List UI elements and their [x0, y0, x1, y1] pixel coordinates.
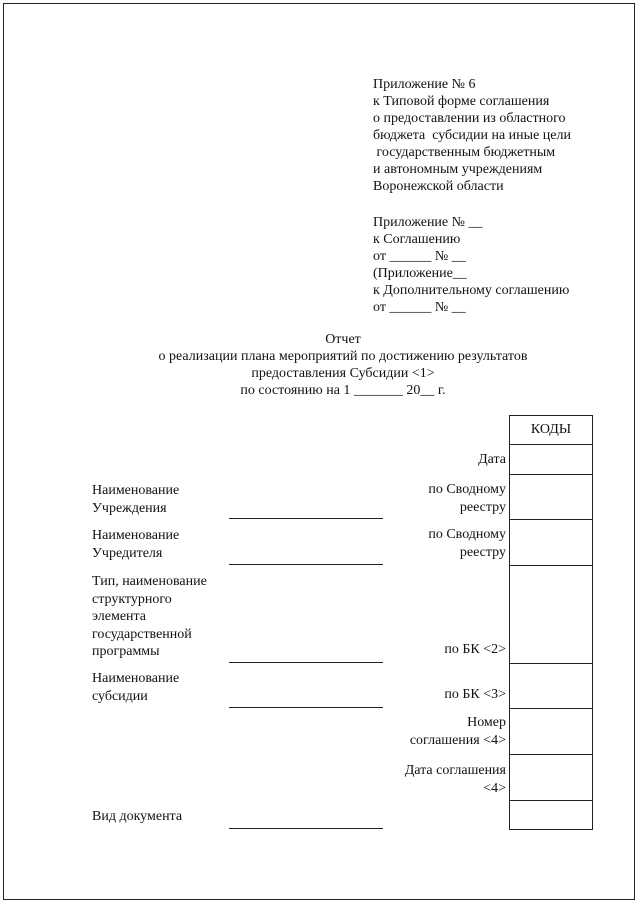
- code-cell-registry[interactable]: [510, 520, 593, 566]
- codes-header: КОДЫ: [510, 416, 593, 445]
- subsidy-label: Наименование субсидии: [92, 671, 180, 704]
- bk2-label: по БК <2>: [444, 642, 506, 657]
- registry-label: по Сводному реестру: [428, 482, 506, 515]
- bk3-label: по БК <3>: [444, 687, 506, 702]
- title-line: Отчет: [325, 332, 361, 347]
- appendix-line: государственным бюджетным: [373, 145, 556, 160]
- founder-label: Наименование Учредителя: [92, 528, 180, 561]
- agreement-line: к Соглашению: [373, 232, 461, 247]
- appendix-line: Приложение № 6: [373, 77, 476, 92]
- agreement-line: Приложение № __: [373, 215, 483, 230]
- code-cell-date[interactable]: [510, 445, 593, 475]
- agreement-date-label: Дата соглашения <4>: [404, 763, 506, 796]
- doc-type-label: Вид документа: [92, 809, 183, 824]
- registry-label: по Сводному реестру: [428, 527, 506, 560]
- code-cell-registry[interactable]: [510, 475, 593, 520]
- program-field-line[interactable]: [229, 662, 383, 663]
- code-cell-agreement-date[interactable]: [510, 755, 593, 801]
- title-line: о реализации плана мероприятий по достижению результатов: [158, 349, 528, 364]
- program-label: Тип, наименование структурного элемента государственной программы: [92, 574, 207, 659]
- agreement-line: (Приложение__: [373, 266, 467, 281]
- doc-type-field-line[interactable]: [229, 828, 383, 829]
- appendix-line: к Типовой форме соглашения: [373, 94, 550, 109]
- title-line: по состоянию на 1 _______ 20__ г.: [240, 383, 446, 398]
- subsidy-field-line[interactable]: [229, 707, 383, 708]
- institution-field-line[interactable]: [229, 518, 383, 519]
- agreement-line: от ______ № __: [373, 300, 466, 315]
- code-cell-doc-type[interactable]: [510, 801, 593, 830]
- appendix-line: бюджета субсидии на иные цели: [373, 128, 571, 143]
- institution-label: Наименование Учреждения: [92, 483, 180, 516]
- agreement-line: к Дополнительному соглашению: [373, 283, 570, 298]
- codes-table: [509, 415, 593, 830]
- appendix-line: о предоставлении из областного: [373, 111, 566, 126]
- agreement-line: от ______ № __: [373, 249, 466, 264]
- date-label: Дата: [478, 452, 506, 467]
- code-cell-bk3[interactable]: [510, 664, 593, 709]
- title-line: предоставления Субсидии <1>: [251, 366, 435, 381]
- appendix-line: Воронежской области: [373, 179, 504, 194]
- appendix-line: и автономным учреждениям: [373, 162, 543, 177]
- agreement-number-label: Номер соглашения <4>: [409, 715, 506, 748]
- founder-field-line[interactable]: [229, 564, 383, 565]
- code-cell-bk2[interactable]: [510, 566, 593, 664]
- code-cell-agreement-number[interactable]: [510, 709, 593, 755]
